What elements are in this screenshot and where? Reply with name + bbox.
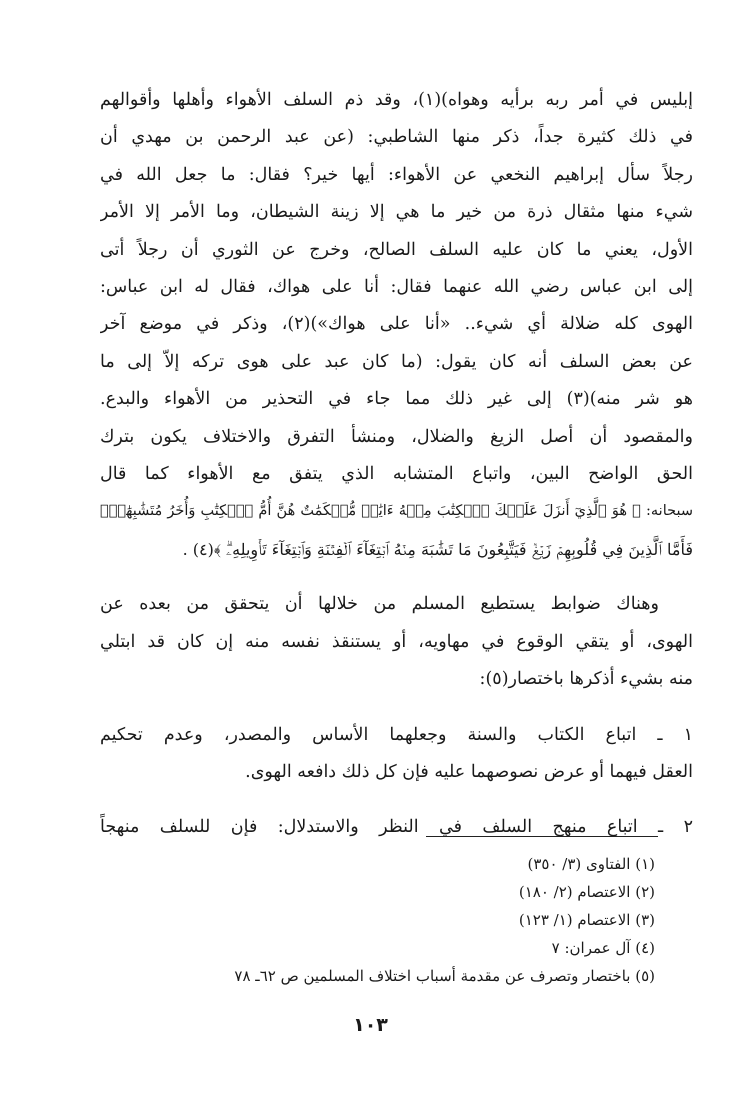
footnote-3: (٣) الاعتصام (١/ ١٢٣) [518, 911, 655, 929]
page-number: ١٠٣ [353, 1014, 388, 1036]
paragraph-gap [100, 568, 693, 586]
list-item-1-line: ١ ـ اتباع الكتاب والسنة وجعلهما الأساس والمصدر، وعدم تحكيم [100, 724, 693, 745]
paragraph-gap [100, 699, 693, 717]
text-line: هو شر منه)(٣) إلى غير ذلك مما جاء في التحذير من الأهواء والبدع. [100, 389, 693, 410]
text-line: إلى ابن عباس رضي الله عنهما فقال: أنا على هواك، فقال له ابن عباس: [100, 277, 693, 298]
text-line: الهوى كله ضلالة أي شيء.. «أنا على هواك»)(٢)، وذكر في موضع آخر [100, 314, 693, 335]
text-line: وهناك ضوابط يستطيع المسلم من خلالها أن يتحقق من بعده عن [100, 594, 659, 615]
footnote-separator [426, 836, 658, 837]
text-line: إبليس في أمر ربه برأيه وهواه)(١)، وقد ذم السلف الأهواء وأهلها وأقوالهم [100, 90, 693, 110]
text-line: الحق الواضح البين، واتباع المتشابه الذي يتفق مع الأهواء كما قال [100, 464, 693, 485]
list-item-1-line: العقل فيهما أو عرض نصوصهما عليه فإن كل ذلك دافعه الهوى. [245, 761, 693, 782]
text-line: والمقصود أن أصل الزيغ والضلال، ومنشأ التفرق والاختلاف يكون بترك [100, 426, 693, 447]
footnotes [95, 850, 655, 990]
text-line: الأول، يعني ما كان عليه السلف الصالح، وخرج عن الثوري أن رجلاً أتى [100, 239, 693, 260]
main-text [100, 82, 693, 847]
text-line: الهوى، أو يتقي الوقوع في مهاويه، أو يستنقذ نفسه منه إن كان قد ابتلي [100, 631, 693, 652]
footnote-4: (٤) آل عمران: ٧ [551, 939, 655, 957]
text-line: منه بشيء أذكرها باختصار(٥): [479, 669, 693, 690]
text-line: عن بعض السلف أنه كان يقول: (ما كان عبد على هوى تركه إلاّ إلى ما [100, 351, 693, 372]
list-item-2-line: ٢ ـ اتباع منهج السلف في النظر والاستدلال: فإن للسلف منهجاً [100, 817, 693, 838]
footnote-1: (١) الفتاوى (٣/ ٣٥٠) [527, 855, 655, 873]
quran-verse-line: فَأَمَّا ٱلَّذِينَ فِي قُلُوبِهِمۡ زَيۡغٞ فَيَتَّبِعُونَ مَا تَشَٰبَهَ مِنۡهُ ٱبۡتِغَآءَ ٱلۡفِتۡنَةِ وَٱبۡتِغَآءَ تَأۡوِيلِهِۦۗ ﴾(٤) . [182, 539, 693, 559]
text-line: رجلاً سأل إبراهيم النخعي عن الأهواء: أيها خير؟ فقال: ما جعل الله في [100, 164, 693, 185]
text-line: شيء منها مثقال ذرة من خير ما هي إلا زينة الشيطان، وما الأمر إلا الأمر [100, 202, 693, 223]
quran-verse-line: سبحانه: ﴿ هُوَ ٱلَّذِيٓ أَنزَلَ عَلَيۡكَ ٱلۡكِتَٰبَ مِنۡهُ ءَايَٰتٞ مُّحۡكَمَٰتٌ هُنَّ أُمُّ ٱلۡكِتَٰبِ وَأُخَرُ مُتَشَٰبِهَٰتٞۖ [100, 503, 693, 520]
paragraph-gap [100, 791, 693, 809]
footnote-2: (٢) الاعتصام (٢/ ١٨٠) [518, 883, 655, 901]
footnote-5: (٥) باختصار وتصرف عن مقدمة أسباب اختلاف المسلمين ص ٦٢ـ ٧٨ [234, 967, 655, 985]
text-line: في ذلك كثيرة جداً، ذكر منها الشاطبي: (عن عبد الرحمن بن مهدي أن [100, 127, 693, 148]
